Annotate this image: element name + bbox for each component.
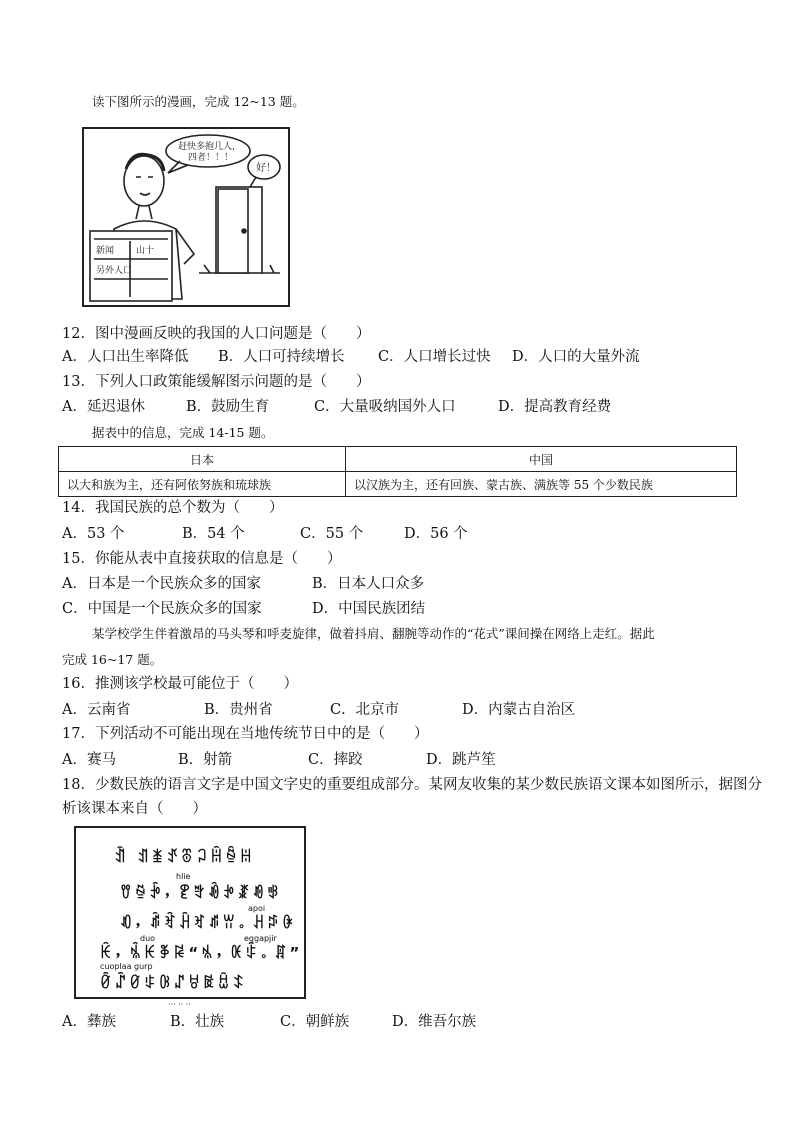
q15-stem: 15．你能从表中直接获取的信息是（ ） (62, 551, 342, 567)
newspaper-line3: 另外人口 (96, 266, 133, 276)
q17-stem: 17．下列活动不可能出现在当地传统节日中的是（ ） (62, 726, 429, 742)
q16-stem: 16．推测该学校最可能位于（ ） (62, 676, 298, 692)
table-header-row (59, 447, 737, 472)
ethnic-table (58, 446, 737, 497)
table-cell-china: 以汉族为主，还有回族、蒙古族、满族等 55 个少数民族 (346, 472, 737, 497)
script-row-5: ꀛꁳꀜꃈꀝꁴꀞꃉꀟꁵ (100, 974, 248, 992)
q16-option-b: B．贵州省 (204, 702, 273, 718)
romanization-2: apoi (248, 904, 266, 913)
q14-option-d: D．56 个 (404, 526, 468, 542)
q15-option-c: C．中国是一个民族众多的国家 (62, 601, 262, 617)
q12-option-d: D．人口的大量外流 (512, 349, 640, 365)
newspaper-title: 新闻 (96, 246, 115, 256)
intro-14-15: 据表中的信息，完成 14-15 题。 (92, 425, 274, 440)
newspaper-line2: 山十 (136, 246, 155, 256)
q12-option-a: A．人口出生率降低 (62, 349, 189, 365)
q18-option-c: C．朝鲜族 (280, 1014, 350, 1030)
q17-option-c: C．摔跤 (308, 752, 363, 768)
intro-16-17-line1: 某学校学生伴着激昂的马头琴和呼麦旋律，做着抖肩、翻腕等动作的“花式”课间操在网络上走红。据此 (92, 626, 655, 641)
romanization-3b: eggapjir (244, 934, 277, 943)
speech-text-door: 好！ (256, 163, 276, 174)
q14-option-c: C．55 个 (300, 526, 364, 542)
textbook-image (74, 826, 306, 999)
q13-option-c: C．大量吸纳国外人口 (314, 399, 456, 415)
script-row-4: ꀗ，ꁰꀘꃆꀙ“ꁱ，ꀚꃇ。ꁲ” (100, 944, 303, 962)
q16-option-c: C．北京市 (330, 702, 400, 718)
table-header-japan: 日本 (59, 447, 346, 472)
speech-text-1: 赶快多抱几人， (178, 142, 242, 152)
textbook-caption: ··· ·· ·· (168, 1000, 191, 1009)
q12-stem: 12．图中漫画反映的我国的人口问题是（ ） (62, 326, 371, 342)
script-row-2: ꀎꁪꃁ，ꀏꁫꀐꃂꁬꀑꃃ (120, 884, 282, 902)
intro-16-17-line2: 完成 16~17 题。 (62, 652, 163, 667)
cartoon-drawing (84, 129, 288, 305)
speech-text-2: 四者！！！ (188, 153, 234, 163)
q14-option-a: A．53 个 (62, 526, 125, 542)
q18-stem-line2: 析该课本来自（ ） (62, 801, 207, 817)
q14-option-b: B．54 个 (182, 526, 245, 542)
q16-option-a: A．云南省 (62, 702, 131, 718)
population-cartoon (82, 127, 290, 307)
q18-option-b: B．壮族 (170, 1014, 225, 1030)
q18-stem-line1: 18．少数民族的语言文字是中国文字史的重要组成部分。某网友收集的某少数民族语文课本如图所示，据图分 (62, 777, 762, 793)
script-row-3: ꀒ，ꁭꀓꃄꀔꁮꀕ。ꃅꁯꀖ (120, 914, 297, 932)
table-cell-japan: 以大和族为主，还有阿依努族和琉球族 (59, 472, 346, 497)
q18-option-a: A．彝族 (62, 1014, 116, 1030)
q12-option-b: B．人口可持续增长 (218, 349, 345, 365)
romanization-3a: duo (140, 934, 156, 943)
romanization-4: cuoplaa gurp (100, 962, 153, 971)
q13-option-d: D．提高教育经费 (498, 399, 612, 415)
q15-option-a: A．日本是一个民族众多的国家 (62, 576, 261, 592)
q14-stem: 14．我国民族的总个数为（ ） (62, 500, 284, 516)
q16-option-d: D．内蒙古自治区 (462, 702, 576, 718)
q13-option-a: A．延迟退休 (62, 399, 145, 415)
q12-option-c: C．人口增长过快 (378, 349, 491, 365)
script-row-1: ꀉ ꀊꁧꀋꁨꃀꀌꁩꀍ (114, 848, 255, 866)
q18-option-d: D．维吾尔族 (392, 1014, 477, 1030)
romanization-1: hlie (176, 872, 191, 881)
table-header-china: 中国 (346, 447, 737, 472)
q17-option-b: B．射箭 (178, 752, 233, 768)
q17-option-d: D．跳芦笙 (426, 752, 496, 768)
table-row (59, 472, 737, 497)
q17-option-a: A．赛马 (62, 752, 116, 768)
q13-stem: 13．下列人口政策能缓解图示问题的是（ ） (62, 374, 371, 390)
q15-option-b: B．日本人口众多 (312, 576, 425, 592)
q15-option-d: D．中国民族团结 (312, 601, 426, 617)
q13-option-b: B．鼓励生育 (186, 399, 270, 415)
intro-12-13: 读下图所示的漫画，完成 12~13 题。 (92, 94, 305, 109)
